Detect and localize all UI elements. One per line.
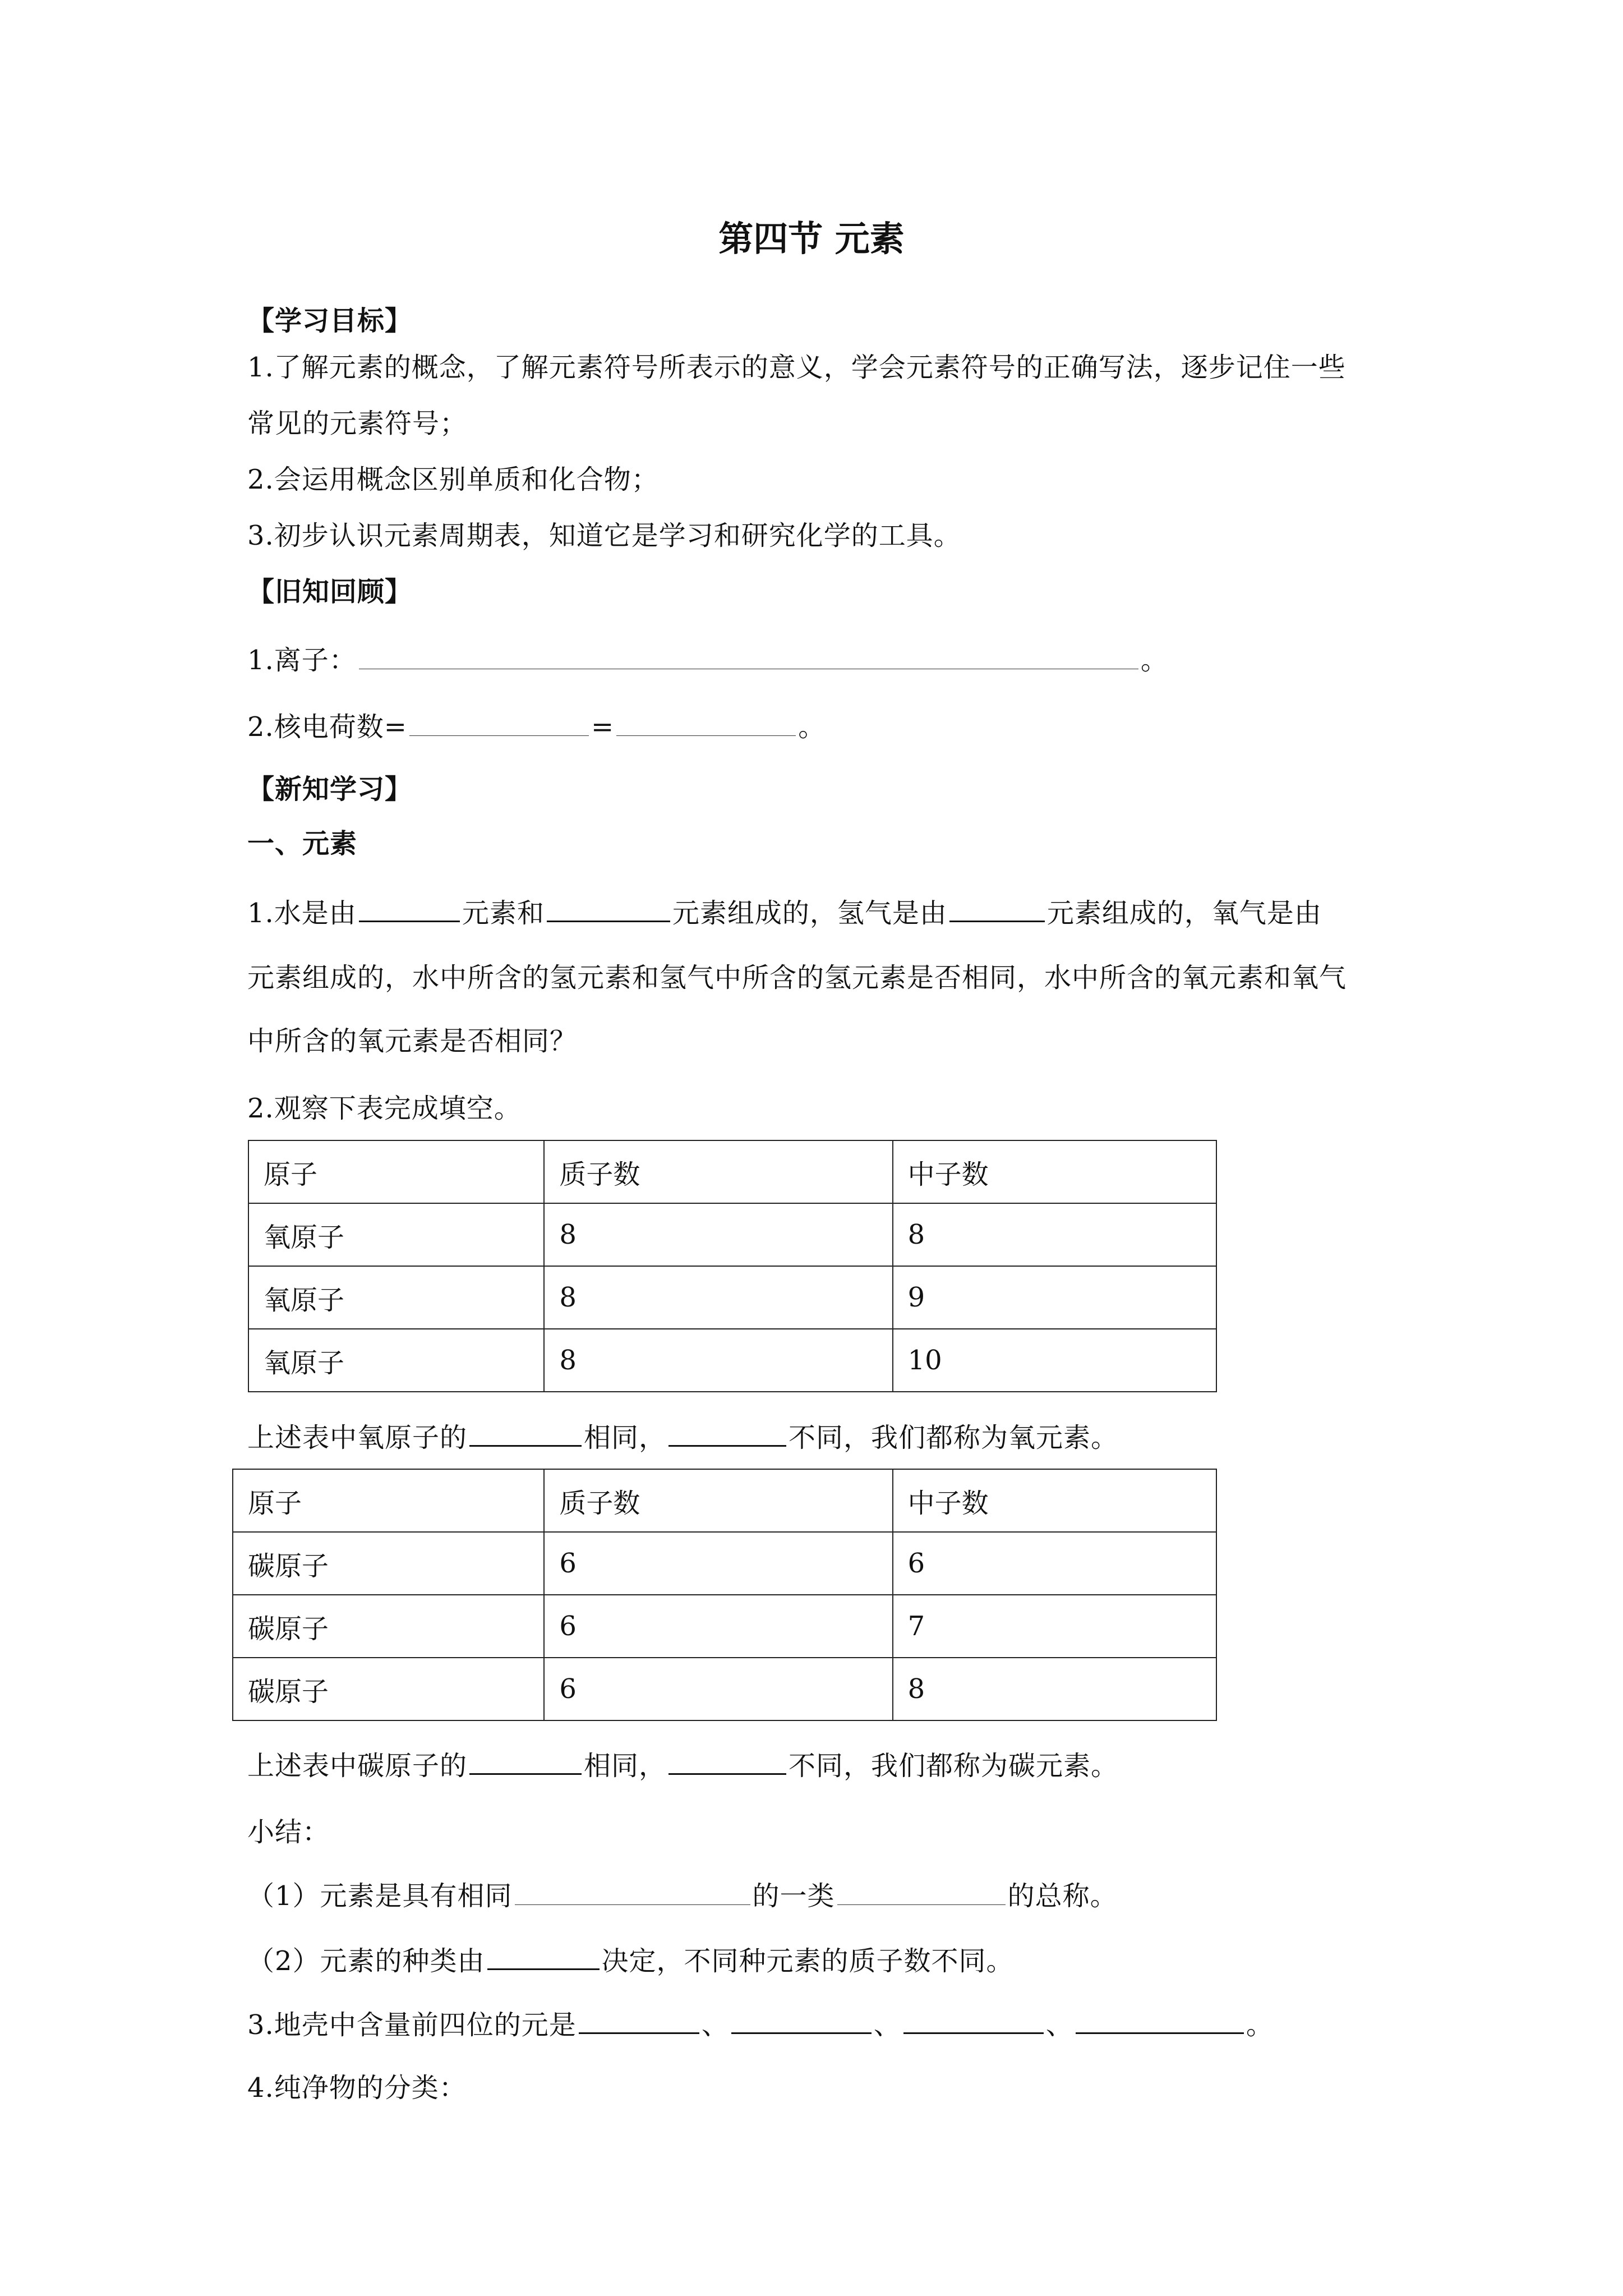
charge-answer-blank-2[interactable]: [616, 710, 796, 736]
table-cell: 8: [893, 1658, 1216, 1720]
table-header-row: [248, 1140, 1216, 1203]
q3-blank-3[interactable]: [903, 2007, 1044, 2034]
table-cell: 6: [544, 1658, 892, 1720]
q3-separator: 、: [1045, 2009, 1073, 2041]
table-header-cell: 原子: [248, 1140, 544, 1203]
summary-2-line: [247, 1943, 1014, 1979]
table-header-cell: 质子数: [544, 1469, 892, 1532]
oxygen-note-text-c: 不同，我们都称为氧元素。: [789, 1422, 1119, 1453]
table-cell: 氧原子: [248, 1203, 544, 1266]
summary-1-text-a: （1）元素是具有相同: [247, 1880, 513, 1912]
table-header-cell: 中子数: [893, 1469, 1216, 1532]
q1-text-a: 1.水是由: [247, 898, 357, 929]
q3-blank-2[interactable]: [731, 2007, 872, 2034]
table-cell: 氧原子: [248, 1329, 544, 1392]
page-title: 第四节 元素: [718, 218, 905, 259]
charge-end-mark: 。: [798, 711, 826, 743]
summary-2-blank[interactable]: [487, 1943, 600, 1970]
q3-blank-4[interactable]: [1076, 2007, 1244, 2034]
question-4: 4.纯净物的分类：: [247, 2072, 467, 2104]
table-header-row: [233, 1469, 1216, 1532]
summary-label: 小结：: [247, 1816, 330, 1848]
table-header-cell: 原子: [233, 1469, 544, 1532]
new-learning-header: 【新知学习】: [247, 774, 413, 805]
q3-text: 3.地壳中含量前四位的元是: [247, 2009, 577, 2041]
q1-text-d: 元素组成的，氧气是由: [1046, 898, 1322, 929]
ion-answer-blank[interactable]: [359, 643, 1138, 669]
question-1-line-3: 中所含的氧元素是否相同？: [247, 1025, 578, 1057]
section-elements-heading: 一、元素: [247, 828, 358, 859]
table-row: [233, 1595, 1216, 1658]
q1-blank-water-element-1[interactable]: [359, 895, 460, 922]
oxygen-blank-different[interactable]: [668, 1419, 786, 1447]
q1-text-b: 元素和: [462, 898, 545, 929]
table-cell: 碳原子: [233, 1532, 544, 1595]
ion-end-mark: 。: [1140, 645, 1168, 676]
table-cell: 9: [893, 1266, 1216, 1329]
table-cell: 8: [544, 1266, 892, 1329]
q3-end-mark: 。: [1246, 2009, 1274, 2041]
goals-header: 【学习目标】: [247, 305, 413, 337]
q3-separator: 、: [873, 2009, 901, 2041]
table-cell: 7: [893, 1595, 1216, 1658]
summary-1-blank-2[interactable]: [837, 1879, 1006, 1905]
summary-1-text-c: 的总称。: [1007, 1880, 1118, 1912]
oxygen-atom-table: [248, 1140, 1217, 1392]
q3-separator: 、: [701, 2009, 729, 2041]
q1-blank-hydrogen-element[interactable]: [949, 895, 1045, 922]
carbon-note-text-c: 不同，我们都称为碳元素。: [789, 1750, 1119, 1782]
table-row: [233, 1532, 1216, 1595]
summary-1-blank-1[interactable]: [515, 1879, 750, 1905]
question-1-line-1: [247, 895, 1322, 931]
summary-1-text-b: 的一类: [752, 1880, 835, 1912]
table-cell: 6: [544, 1532, 892, 1595]
table-row: [248, 1266, 1216, 1329]
table-cell: 6: [893, 1532, 1216, 1595]
oxygen-note-text-b: 相同，: [584, 1422, 667, 1453]
table-cell: 10: [893, 1329, 1216, 1392]
goal-3: 3.初步认识元素周期表，知道它是学习和研究化学的工具。: [247, 520, 961, 551]
charge-label: 2.核电荷数=: [247, 711, 408, 743]
carbon-blank-same[interactable]: [469, 1747, 582, 1775]
goal-1-line-1: 1.了解元素的概念，了解元素符号所表示的意义，学会元素符号的正确写法，逐步记住一些: [247, 352, 1346, 383]
carbon-note-text-b: 相同，: [584, 1750, 667, 1782]
oxygen-note-line: [247, 1419, 1118, 1456]
table-cell: 氧原子: [248, 1266, 544, 1329]
table-cell: 8: [544, 1329, 892, 1392]
question-1-line-2: 元素组成的，水中所含的氢元素和氢气中所含的氢元素是否相同，水中所含的氧元素和氧气: [247, 962, 1347, 993]
table-cell: 碳原子: [233, 1595, 544, 1658]
table-row: [248, 1203, 1216, 1266]
table-row: [248, 1329, 1216, 1392]
summary-2-text-a: （2）元素的种类由: [247, 1945, 485, 1977]
table-cell: 8: [544, 1203, 892, 1266]
table-header-cell: 质子数: [544, 1140, 892, 1203]
carbon-note-text-a: 上述表中碳原子的: [247, 1750, 468, 1782]
review-ion-line: [247, 642, 1168, 678]
review-header: 【旧知回顾】: [247, 576, 413, 608]
table-header-cell: 中子数: [893, 1140, 1216, 1203]
carbon-note-line: [247, 1747, 1118, 1784]
summary-1-line: [247, 1878, 1118, 1914]
q3-blank-1[interactable]: [579, 2007, 699, 2034]
ion-label: 1.离子：: [247, 645, 357, 676]
goal-1-line-2: 常见的元素符号；: [247, 408, 468, 439]
question-2: 2.观察下表完成填空。: [247, 1093, 522, 1124]
oxygen-note-text-a: 上述表中氧原子的: [247, 1422, 468, 1453]
q1-blank-water-element-2[interactable]: [547, 895, 670, 922]
goal-2: 2.会运用概念区别单质和化合物；: [247, 464, 659, 495]
table-cell: 8: [893, 1203, 1216, 1266]
review-charge-line: [247, 709, 826, 745]
charge-equals: =: [591, 711, 615, 743]
carbon-blank-different[interactable]: [668, 1747, 786, 1775]
q1-text-c: 元素组成的，氢气是由: [672, 898, 947, 929]
charge-answer-blank-1[interactable]: [409, 710, 589, 736]
table-cell: 6: [544, 1595, 892, 1658]
summary-2-text-b: 决定，不同种元素的质子数不同。: [601, 1945, 1014, 1977]
oxygen-blank-same[interactable]: [469, 1419, 582, 1447]
table-cell: 碳原子: [233, 1658, 544, 1720]
carbon-atom-table: [232, 1469, 1217, 1721]
question-3-line: [247, 2007, 1274, 2043]
table-row: [233, 1658, 1216, 1720]
